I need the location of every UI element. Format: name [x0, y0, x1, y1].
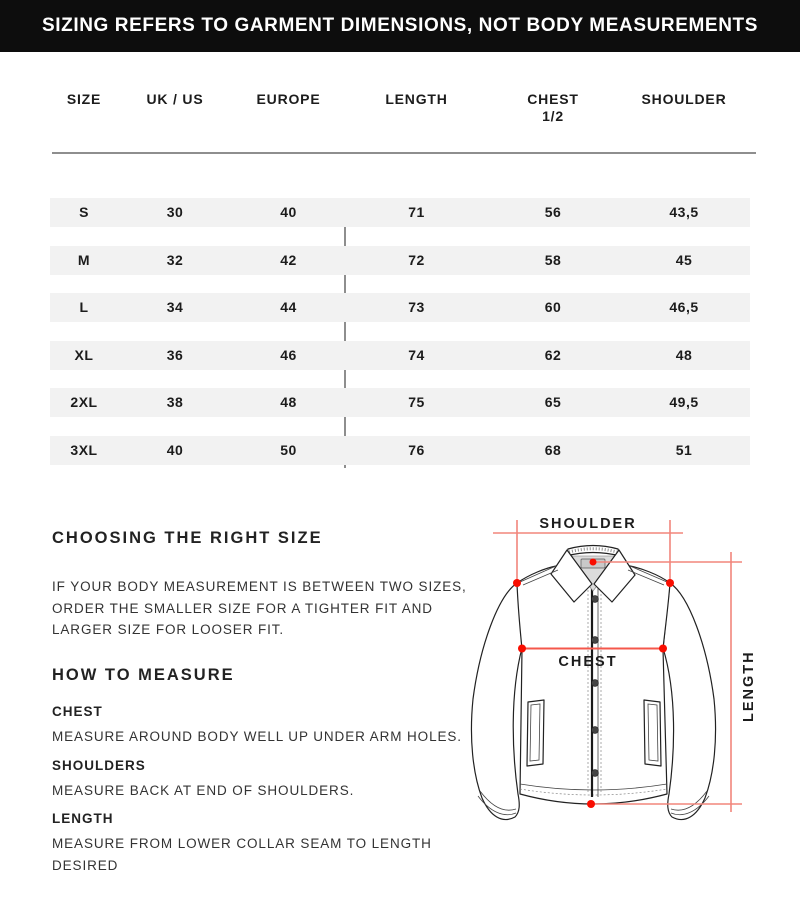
measure-dot [666, 579, 674, 587]
choosing-size-text: IF YOUR BODY MEASUREMENT IS BETWEEN TWO SIZES, ORDER THE SMALLER SIZE FOR A TIGHTER FIT AND LARGER SIZE FOR LOOSER FIT. [52, 579, 467, 637]
header-cell-size: SIZE [66, 91, 102, 107]
header-cell-europe: EUROPE [256, 91, 321, 107]
header-cell-uk-us: UK / US [146, 91, 204, 107]
measure-dot [518, 645, 526, 653]
table-header-underline [52, 152, 756, 154]
table-row-l: L 34 44 73 60 46,5 [50, 293, 750, 322]
table-row-xl: XL 36 46 74 62 48 [50, 341, 750, 370]
shoulder-measure-label: SHOULDER [539, 516, 637, 532]
measure-dot [590, 559, 597, 566]
measure-shoulders-text: MEASURE BACK AT END OF SHOULDERS. [52, 783, 355, 798]
jacket-left-sleeve [471, 583, 522, 820]
measure-chest-label: CHEST [52, 704, 103, 719]
choosing-size-heading: CHOOSING THE RIGHT SIZE [52, 529, 323, 547]
jacket-right-pocket [644, 700, 661, 766]
table-row-2xl: 2XL 38 48 75 65 49,5 [50, 388, 750, 417]
header-cell-chest: CHEST 1/2 [527, 91, 579, 124]
sizing-disclaimer-banner [0, 0, 800, 52]
table-row-s: S 30 40 71 56 43,5 [50, 198, 750, 227]
table-row-3xl: 3XL 40 50 76 68 51 [50, 436, 750, 465]
jacket-button [592, 680, 599, 687]
jacket-collar-band [566, 546, 620, 557]
header-cell-shoulder: SHOULDER [641, 91, 727, 107]
jacket-button [592, 596, 599, 603]
table-column-divider [344, 198, 346, 468]
jacket-measure-diagram [470, 494, 800, 914]
how-to-measure-heading: HOW TO MEASURE [52, 666, 235, 684]
measure-length-text: MEASURE FROM LOWER COLLAR SEAM TO LENGTH DESIRED [52, 836, 432, 873]
jacket-right-sleeve [663, 583, 716, 820]
measure-dot [587, 800, 595, 808]
length-measure-label: LENGTH [741, 650, 757, 722]
measure-dot [659, 645, 667, 653]
table-row-m: M 32 42 72 58 45 [50, 246, 750, 275]
measure-chest-text: MEASURE AROUND BODY WELL UP UNDER ARM HOLES. [52, 729, 462, 744]
jacket-drawing [470, 494, 800, 914]
sizing-disclaimer-text: SIZING REFERS TO GARMENT DIMENSIONS, NOT BODY MEASUREMENTS [41, 15, 759, 36]
jacket-button [592, 727, 599, 734]
jacket-left-pocket [527, 700, 544, 766]
jacket-button [592, 637, 599, 644]
jacket-button [592, 770, 599, 777]
header-cell-length: LENGTH [385, 91, 448, 107]
size-table-header [50, 91, 750, 125]
measure-shoulders-label: SHOULDERS [52, 758, 146, 773]
chest-measure-label: CHEST [558, 654, 618, 670]
measure-dot [513, 579, 521, 587]
measure-length-label: LENGTH [52, 811, 114, 826]
